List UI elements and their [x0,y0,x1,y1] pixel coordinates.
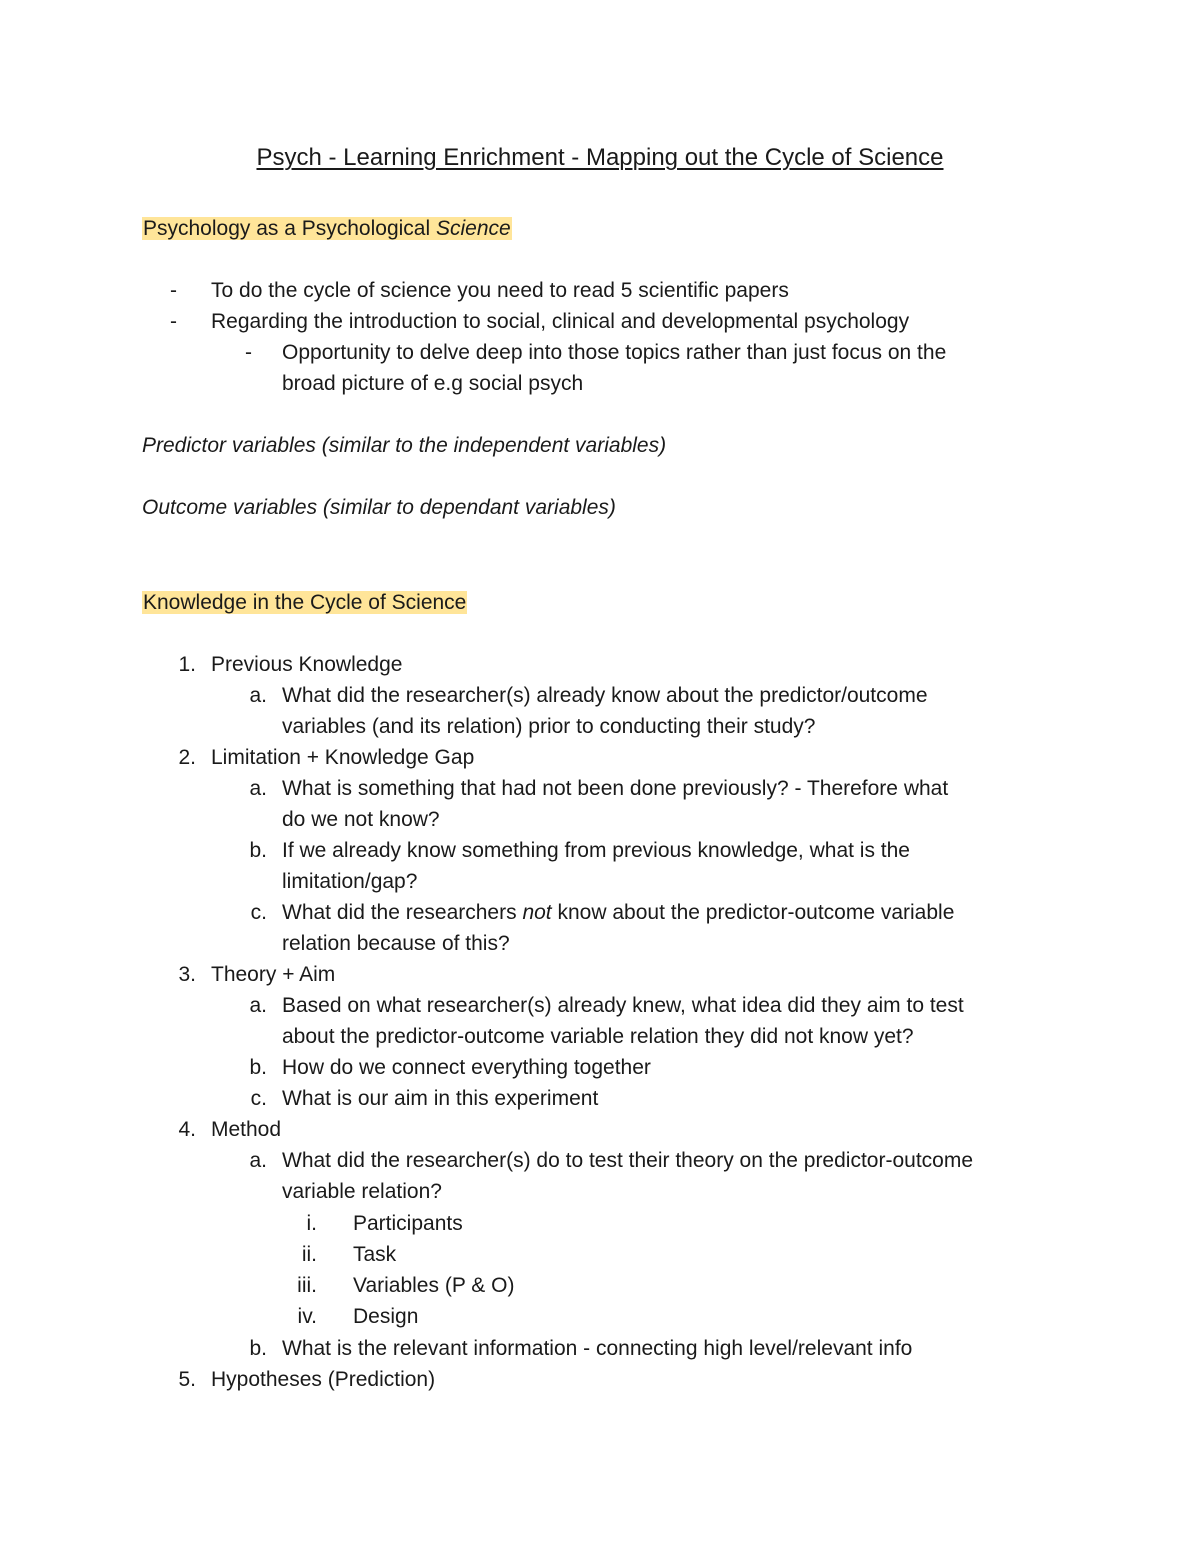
sub-list-item-cont: about the predictor-outcome variable relation they did not know yet? [282,1025,914,1048]
roman-list-item: Variables (P & O) [353,1274,515,1297]
sub-list-letter: b. [249,1337,267,1360]
sub-bullet-item: Opportunity to delve deep into those topics rather than just focus on the [282,341,947,364]
roman-numeral: i. [306,1212,317,1235]
list-item: Theory + Aim [211,963,336,986]
sub-list-item-cont: variables (and its relation) prior to conducting their study? [282,715,816,738]
list-number: 2. [178,746,196,769]
italic-text-run: not [522,901,552,924]
sub-list-item: Based on what researcher(s) already knew, what idea did they aim to test [282,994,964,1017]
list-number: 3. [178,963,196,986]
sub-list-letter: a. [249,777,267,800]
sub-list-letter: a. [249,684,267,707]
roman-numeral: ii. [301,1243,317,1266]
sub-list-item: What did the researcher(s) do to test their theory on the predictor-outcome [282,1149,974,1172]
sub-list-item-cont: variable relation? [282,1180,442,1203]
bullet-item: To do the cycle of science you need to read 5 scientific papers [211,279,789,302]
roman-list-item: Task [353,1243,397,1266]
list-item: Method [211,1118,282,1141]
sub-list-item-cont: relation because of this? [282,932,510,955]
predictor-variables-note: Predictor variables (similar to the independent variables) [142,434,667,457]
heading-text: Psychology as a Psychological [143,217,436,240]
page-title: Psych - Learning Enrichment - Mapping out the Cycle of Science [256,144,944,171]
sub-list-letter: b. [249,1056,267,1079]
roman-numeral: iv. [297,1305,317,1328]
sub-list-item: What is our aim in this experiment [282,1087,599,1110]
sub-bullet-marker: - [245,341,252,364]
sub-list-item: If we already know something from previous knowledge, what is the [282,839,910,862]
sub-list-item: What did the researcher(s) already know about the predictor/outcome [282,684,928,707]
section-heading-psych-science [142,213,512,244]
outcome-variables-note: Outcome variables (similar to dependant variables) [142,496,616,519]
sub-list-letter: c. [250,901,267,924]
sub-list-item-cont: do we not know? [282,808,440,831]
sub-list-letter: b. [249,839,267,862]
list-item: Hypotheses (Prediction) [211,1368,436,1391]
roman-numeral: iii. [297,1274,317,1297]
roman-list-item: Design [353,1305,419,1328]
list-item: Limitation + Knowledge Gap [211,746,475,769]
bullet-item: Regarding the introduction to social, clinical and developmental psychology [211,310,910,333]
list-number: 5. [178,1368,196,1391]
sub-list-item: How do we connect everything together [282,1056,651,1079]
heading-italic-text: Science [436,217,511,240]
bullet-marker: - [170,279,177,302]
list-item: Previous Knowledge [211,653,403,676]
list-number: 4. [178,1118,196,1141]
roman-list-item: Participants [353,1212,463,1235]
bullet-marker: - [170,310,177,333]
text-run: know about the predictor-outcome variable [551,901,955,924]
section-heading-knowledge [142,587,467,618]
list-number: 1. [178,653,196,676]
sub-list-item-cont: limitation/gap? [282,870,418,893]
sub-list-letter: a. [249,994,267,1017]
sub-list-letter: c. [250,1087,267,1110]
sub-list-item: What is something that had not been done previously? - Therefore what [282,777,949,800]
heading-text: Knowledge in the Cycle of Science [143,591,467,614]
sub-bullet-item-cont: broad picture of e.g social psych [282,372,584,395]
sub-list-item: What is the relevant information - connecting high level/relevant info [282,1337,913,1360]
sub-list-item [282,897,954,928]
sub-list-letter: a. [249,1149,267,1172]
text-run: What did the researchers [282,901,523,924]
